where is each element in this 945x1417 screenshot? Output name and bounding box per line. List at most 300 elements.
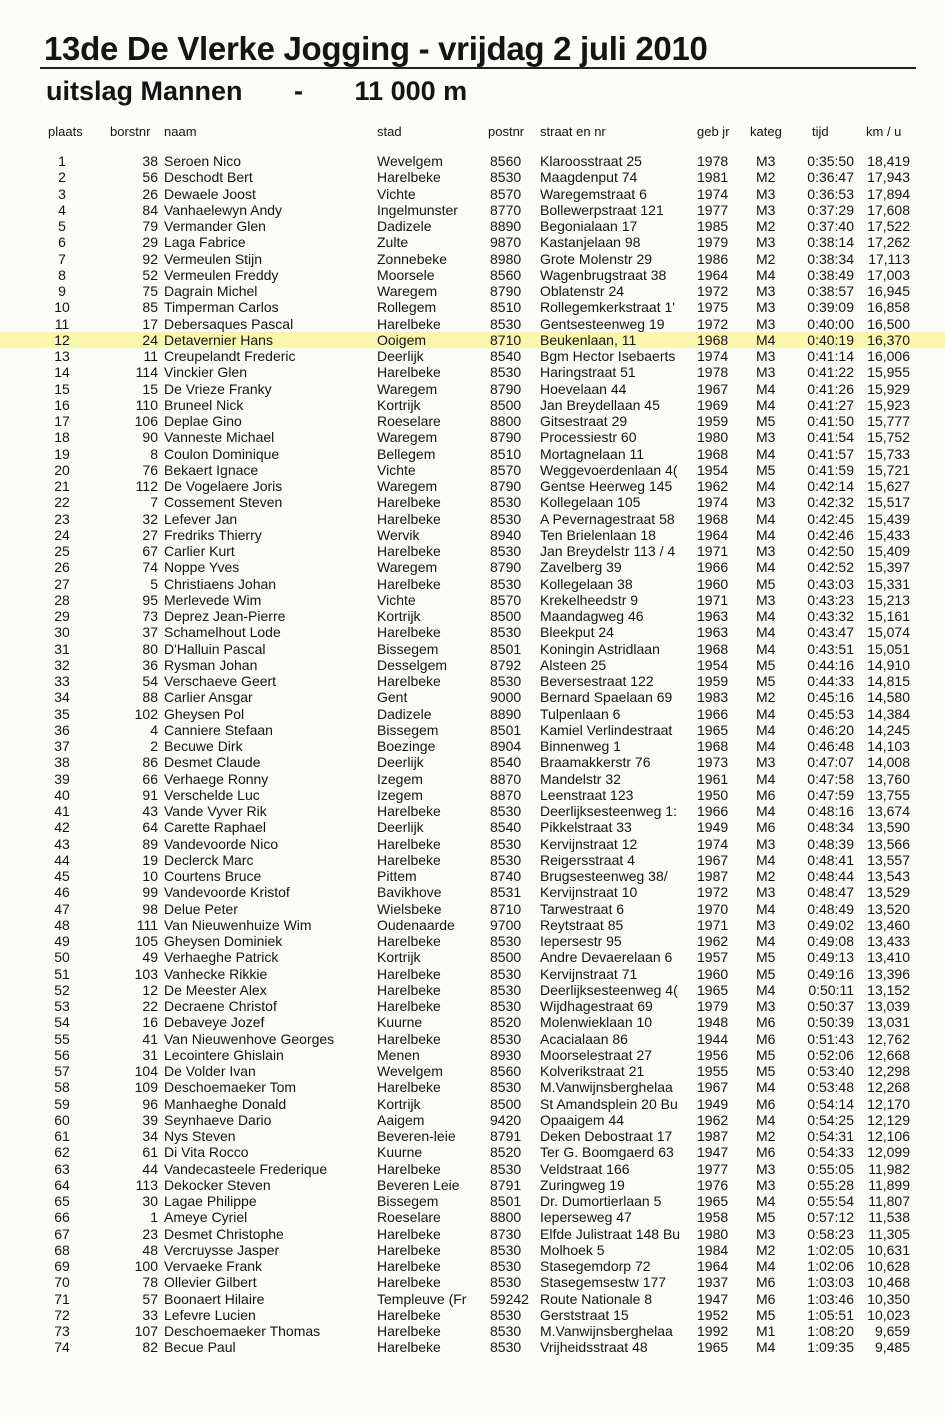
- cell-birth-year: 1967: [697, 1079, 729, 1096]
- cell-runner-name: Vermander Glen: [164, 218, 266, 234]
- cell-category: M4: [756, 478, 776, 494]
- cell-runner-name: D'Halluin Pascal: [164, 640, 266, 657]
- cell-city: Deerlijk: [377, 754, 424, 771]
- table-row: [0, 1014, 945, 1030]
- cell-postcode: 8540: [490, 754, 522, 771]
- cell-postcode: 8940: [490, 526, 522, 543]
- cell-time: 0:41:27: [807, 396, 854, 413]
- cell-birth-year: 1949: [697, 819, 729, 836]
- cell-runner-name: Vanhecke Rikkie: [164, 965, 268, 982]
- cell-time: 0:50:39: [807, 1014, 854, 1031]
- table-row: [0, 251, 945, 267]
- cell-place: 1: [58, 153, 66, 169]
- cell-category: M3: [756, 429, 776, 446]
- cell-city: Kortrijk: [377, 949, 421, 966]
- cell-runner-name: Verschelde Luc: [164, 786, 260, 803]
- table-row: [0, 592, 945, 608]
- cell-runner-name: Van Nieuwenhove Georges: [164, 1030, 335, 1047]
- cell-place: 15: [54, 380, 70, 397]
- cell-city: Harelbeke: [377, 169, 441, 186]
- cell-time: 0:55:05: [807, 1160, 854, 1177]
- table-row: [0, 413, 945, 429]
- cell-time: 0:38:34: [807, 250, 854, 267]
- cell-street: Tulpenlaan 6: [540, 705, 621, 722]
- cell-runner-name: Verhaeghe Patrick: [164, 949, 279, 966]
- cell-time: 0:44:16: [807, 656, 854, 673]
- cell-postcode: 8530: [490, 851, 522, 868]
- cell-birth-year: 1971: [697, 543, 729, 559]
- cell-speed: 14,103: [867, 738, 910, 754]
- cell-street: Acacialaan 86: [540, 1030, 628, 1047]
- cell-category: M4: [756, 445, 776, 462]
- table-row: [0, 494, 945, 510]
- cell-runner-name: Creupelandt Frederic: [164, 348, 296, 364]
- table-row: [0, 624, 945, 640]
- cell-runner-name: Canniere Stefaan: [164, 721, 273, 738]
- cell-birth-year: 1952: [697, 1306, 729, 1323]
- cell-place: 69: [54, 1258, 70, 1274]
- cell-birth-year: 1964: [697, 526, 729, 543]
- cell-bib-number: 112: [135, 478, 158, 494]
- cell-runner-name: Verhaege Ronny: [164, 770, 269, 787]
- cell-category: M3: [756, 591, 776, 608]
- cell-street: Gentsesteenweg 19: [540, 315, 665, 332]
- cell-time: 0:39:09: [807, 299, 854, 316]
- cell-city: Waregem: [377, 478, 438, 494]
- cell-time: 1:02:05: [807, 1241, 854, 1258]
- cell-bib-number: 61: [142, 1144, 158, 1161]
- cell-category: M5: [756, 1046, 776, 1063]
- cell-postcode: 8980: [490, 250, 522, 267]
- cell-city: Harelbeke: [377, 851, 441, 868]
- cell-place: 61: [54, 1128, 70, 1144]
- cell-time: 0:41:54: [807, 429, 854, 446]
- cell-time: 0:49:08: [807, 933, 854, 949]
- cell-speed: 13,557: [867, 851, 910, 868]
- cell-bib-number: 4: [150, 721, 158, 738]
- cell-city: Harelbeke: [377, 835, 441, 852]
- cell-time: 0:54:33: [807, 1144, 854, 1161]
- table-row: [0, 771, 945, 787]
- cell-bib-number: 54: [142, 673, 158, 689]
- cell-place: 10: [54, 299, 70, 316]
- cell-bib-number: 95: [142, 591, 158, 608]
- cell-postcode: 8510: [490, 299, 522, 316]
- cell-birth-year: 1977: [697, 201, 729, 218]
- cell-category: M4: [756, 1258, 776, 1274]
- cell-category: M4: [756, 331, 776, 348]
- cell-runner-name: Desmet Claude: [164, 754, 261, 771]
- cell-city: Dadizele: [377, 705, 432, 722]
- cell-birth-year: 1960: [697, 965, 729, 982]
- cell-time: 0:54:14: [807, 1095, 854, 1112]
- cell-category: M3: [756, 494, 776, 511]
- cell-street: Reigersstraat 4: [540, 851, 635, 868]
- cell-place: 31: [54, 640, 70, 657]
- table-row: [0, 933, 945, 949]
- cell-street: Braamakkerstr 76: [540, 754, 651, 771]
- cell-city: Bavikhove: [377, 884, 442, 901]
- cell-bib-number: 44: [142, 1160, 158, 1177]
- cell-postcode: 8500: [490, 608, 522, 624]
- cell-category: M6: [756, 1014, 776, 1031]
- cell-time: 0:48:39: [807, 835, 854, 852]
- cell-postcode: 8530: [490, 510, 522, 527]
- cell-runner-name: Vandevoorde Kristof: [164, 884, 290, 901]
- cell-bib-number: 82: [142, 1339, 158, 1356]
- table-row: [0, 657, 945, 673]
- cell-birth-year: 1974: [697, 185, 729, 202]
- cell-city: Beveren-leie: [377, 1128, 456, 1144]
- cell-place: 52: [54, 981, 70, 998]
- cell-time: 1:09:35: [807, 1339, 854, 1356]
- cell-category: M4: [756, 266, 776, 283]
- cell-place: 35: [54, 705, 70, 722]
- cell-category: M2: [756, 868, 776, 884]
- cell-runner-name: Schamelhout Lode: [164, 624, 281, 641]
- cell-bib-number: 56: [142, 169, 158, 186]
- cell-time: 0:45:16: [807, 689, 854, 706]
- cell-time: 0:43:23: [807, 591, 854, 608]
- cell-bib-number: 111: [136, 916, 158, 933]
- cell-city: Harelbeke: [377, 1274, 441, 1291]
- table-row: [0, 153, 945, 169]
- cell-street: Stasegemdorp 72: [540, 1258, 651, 1274]
- cell-birth-year: 1962: [697, 1111, 729, 1128]
- cell-place: 27: [54, 575, 70, 592]
- table-row: [0, 868, 945, 884]
- cell-category: M4: [756, 803, 776, 819]
- cell-city: Zonnebeke: [377, 250, 448, 267]
- cell-time: 0:43:51: [807, 640, 854, 657]
- cell-place: 4: [58, 201, 66, 218]
- cell-city: Harelbeke: [377, 510, 441, 527]
- table-row: [0, 722, 945, 738]
- cell-city: Harelbeke: [377, 543, 441, 559]
- cell-place: 60: [54, 1111, 70, 1128]
- cell-street: Grote Molenstr 29: [540, 250, 653, 267]
- cell-street: Beukenlaan, 11: [540, 331, 637, 348]
- cell-city: Wielsbeke: [377, 900, 442, 917]
- cell-category: M4: [756, 526, 776, 543]
- cell-place: 37: [54, 738, 70, 754]
- cell-street: Kollegelaan 105: [540, 494, 641, 511]
- cell-speed: 18,419: [867, 153, 910, 169]
- cell-city: Zulte: [377, 234, 409, 251]
- cell-birth-year: 1986: [697, 250, 729, 267]
- cell-birth-year: 1937: [697, 1274, 729, 1291]
- cell-place: 45: [54, 868, 70, 884]
- cell-birth-year: 1980: [697, 429, 729, 446]
- cell-city: Harelbeke: [377, 1241, 441, 1258]
- table-row: [0, 608, 945, 624]
- table-row: [0, 462, 945, 478]
- cell-runner-name: Vandecasteele Frederique: [164, 1160, 328, 1177]
- cell-speed: 10,628: [867, 1258, 910, 1274]
- cell-bib-number: 39: [142, 1111, 158, 1128]
- cell-runner-name: De Meester Alex: [164, 981, 267, 998]
- cell-place: 24: [54, 526, 70, 543]
- cell-street: Krekelheedstr 9: [540, 591, 639, 608]
- cell-city: Kuurne: [377, 1014, 423, 1031]
- cell-speed: 12,762: [867, 1030, 910, 1047]
- cell-birth-year: 1970: [697, 900, 729, 917]
- cell-postcode: 8870: [490, 786, 522, 803]
- cell-time: 0:54:25: [807, 1111, 854, 1128]
- cell-city: Dadizele: [377, 218, 432, 234]
- cell-category: M4: [756, 380, 776, 397]
- table-row: [0, 559, 945, 575]
- cell-birth-year: 1978: [697, 364, 729, 381]
- cell-birth-year: 1972: [697, 283, 729, 299]
- cell-category: M5: [756, 965, 776, 982]
- cell-birth-year: 1968: [697, 640, 729, 657]
- cell-postcode: 8530: [490, 1258, 522, 1274]
- cell-time: 0:47:59: [807, 786, 854, 803]
- cell-place: 22: [54, 494, 70, 511]
- cell-city: Harelbeke: [377, 1323, 441, 1339]
- column-headers: [0, 124, 945, 142]
- cell-city: Moorsele: [377, 266, 435, 283]
- cell-birth-year: 1957: [697, 949, 729, 966]
- cell-time: 0:42:32: [807, 494, 854, 511]
- cell-runner-name: Verschaeve Geert: [164, 673, 277, 689]
- table-row: [0, 1079, 945, 1095]
- cell-place: 6: [58, 234, 66, 251]
- cell-speed: 15,397: [867, 559, 910, 576]
- cell-street: Kolverikstraat 21: [540, 1063, 645, 1079]
- cell-speed: 15,929: [867, 380, 910, 397]
- cell-category: M3: [756, 1176, 776, 1193]
- cell-time: 0:49:13: [807, 949, 854, 966]
- cell-street: St Amandsplein 20 Bu: [540, 1095, 678, 1112]
- cell-bib-number: 31: [142, 1046, 158, 1063]
- cell-time: 1:02:06: [807, 1258, 854, 1274]
- cell-place: 21: [54, 478, 70, 494]
- cell-speed: 16,945: [867, 283, 910, 299]
- cell-street: Ieperseweg 47: [540, 1209, 632, 1226]
- cell-birth-year: 1966: [697, 705, 729, 722]
- cell-runner-name: Laga Fabrice: [164, 234, 246, 251]
- table-row: [0, 884, 945, 900]
- cell-speed: 11,538: [868, 1209, 910, 1226]
- cell-speed: 13,760: [867, 770, 910, 787]
- cell-street: Molhoek 5: [540, 1241, 605, 1258]
- cell-city: Harelbeke: [377, 494, 441, 511]
- cell-runner-name: Gheysen Pol: [164, 705, 245, 722]
- cell-city: Izegem: [377, 770, 423, 787]
- cell-postcode: 8770: [490, 201, 522, 218]
- cell-category: M5: [756, 575, 776, 592]
- cell-runner-name: Debersaques Pascal: [164, 315, 294, 332]
- cell-bib-number: 103: [134, 965, 158, 982]
- cell-bib-number: 110: [135, 396, 158, 413]
- cell-city: Harelbeke: [377, 1160, 441, 1177]
- cell-bib-number: 79: [142, 218, 158, 234]
- cell-runner-name: Boonaert Hilaire: [164, 1290, 265, 1307]
- cell-birth-year: 1968: [697, 738, 729, 754]
- cell-category: M3: [756, 185, 776, 202]
- cell-postcode: 8530: [490, 494, 522, 511]
- cell-category: M4: [756, 721, 776, 738]
- cell-runner-name: Christiaens Johan: [164, 575, 277, 592]
- cell-street: Begonialaan 17: [540, 218, 638, 234]
- table-row: [0, 1047, 945, 1063]
- table-row: [0, 1209, 945, 1225]
- cell-place: 51: [54, 965, 70, 982]
- cell-street: Wagenbrugstraat 38: [540, 266, 667, 283]
- cell-runner-name: Noppe Yves: [164, 559, 240, 576]
- cell-postcode: 8530: [490, 981, 522, 998]
- cell-birth-year: 1944: [697, 1030, 729, 1047]
- cell-postcode: 8530: [490, 1274, 522, 1291]
- cell-bib-number: 49: [142, 949, 158, 966]
- cell-time: 0:51:43: [807, 1030, 854, 1047]
- table-row: [0, 283, 945, 299]
- cell-speed: 10,023: [867, 1306, 910, 1323]
- cell-street: Bollewerpstraat 121: [540, 201, 664, 218]
- cell-street: Vrijheidsstraat 48: [540, 1339, 648, 1356]
- cell-speed: 16,858: [867, 299, 910, 316]
- cell-runner-name: Decraene Christof: [164, 998, 277, 1014]
- cell-birth-year: 1987: [697, 868, 729, 884]
- table-row: [0, 1274, 945, 1290]
- cell-postcode: 8890: [490, 705, 522, 722]
- cell-birth-year: 1980: [697, 1225, 729, 1242]
- cell-speed: 13,152: [867, 981, 910, 998]
- cell-place: 44: [54, 851, 70, 868]
- cell-category: M3: [756, 754, 776, 771]
- cell-category: M4: [756, 640, 776, 657]
- cell-place: 71: [54, 1290, 70, 1307]
- cell-category: M4: [756, 738, 776, 754]
- cell-street: Moorselestraat 27: [540, 1046, 653, 1063]
- cell-bib-number: 75: [142, 283, 158, 299]
- cell-bib-number: 48: [142, 1241, 158, 1258]
- cell-speed: 10,631: [867, 1241, 910, 1258]
- cell-speed: 11,305: [868, 1225, 910, 1242]
- cell-bib-number: 27: [142, 526, 158, 543]
- cell-time: 0:58:23: [807, 1225, 854, 1242]
- table-row: [0, 364, 945, 380]
- cell-birth-year: 1964: [697, 1258, 729, 1274]
- cell-street: Molenwieklaan 10: [540, 1014, 653, 1031]
- cell-city: Harelbeke: [377, 965, 441, 982]
- cell-street: Deken Debostraat 17: [540, 1128, 673, 1144]
- cell-street: Rollegemkerkstraat 1': [540, 299, 675, 316]
- cell-time: 1:05:51: [807, 1306, 854, 1323]
- cell-postcode: 8730: [490, 1225, 522, 1242]
- cell-runner-name: Deplae Gino: [164, 413, 242, 429]
- cell-place: 65: [54, 1193, 70, 1209]
- cell-street: Kamiel Verlindestraat: [540, 721, 673, 738]
- cell-time: 0:48:41: [807, 851, 854, 868]
- cell-postcode: 8520: [490, 1144, 522, 1161]
- cell-city: Bellegem: [377, 445, 436, 462]
- cell-street: Beversestraat 122: [540, 673, 654, 689]
- cell-street: Deerlijksesteenweg 4(: [540, 981, 678, 998]
- cell-category: M4: [756, 1111, 776, 1128]
- cell-birth-year: 1954: [697, 656, 729, 673]
- cell-runner-name: Lefever Jan: [164, 510, 238, 527]
- cell-birth-year: 1947: [697, 1290, 729, 1307]
- cell-birth-year: 1985: [697, 218, 729, 234]
- cell-postcode: 8890: [490, 218, 522, 234]
- cell-time: 0:48:49: [807, 900, 854, 917]
- cell-street: Gentse Heerweg 145: [540, 478, 673, 494]
- header-kateg: kateg: [750, 124, 782, 139]
- table-row: [0, 836, 945, 852]
- table-row: [0, 1144, 945, 1160]
- cell-city: Wevelgem: [377, 1063, 443, 1079]
- cell-postcode: 8501: [490, 721, 522, 738]
- cell-street: Bgm Hector Isebaerts: [540, 348, 676, 364]
- cell-runner-name: Manhaeghe Donald: [164, 1095, 287, 1112]
- cell-birth-year: 1964: [697, 266, 729, 283]
- cell-city: Harelbeke: [377, 1306, 441, 1323]
- cell-speed: 13,755: [867, 786, 910, 803]
- cell-runner-name: Deschoemaeker Thomas: [164, 1323, 321, 1339]
- cell-postcode: 8870: [490, 770, 522, 787]
- cell-birth-year: 1967: [697, 380, 729, 397]
- cell-birth-year: 1974: [697, 835, 729, 852]
- cell-street: Ten Brielenlaan 18: [540, 526, 656, 543]
- cell-birth-year: 1976: [697, 1176, 729, 1193]
- cell-postcode: 8560: [490, 266, 522, 283]
- cell-time: 0:47:58: [807, 770, 854, 787]
- cell-speed: 13,674: [867, 803, 910, 819]
- cell-time: 0:42:52: [807, 559, 854, 576]
- cell-category: M3: [756, 1160, 776, 1177]
- cell-place: 66: [54, 1209, 70, 1226]
- cell-speed: 15,721: [867, 461, 910, 478]
- table-row: [0, 738, 945, 754]
- cell-place: 42: [54, 819, 70, 836]
- cell-street: Gerststraat 15: [540, 1306, 629, 1323]
- table-row: [0, 169, 945, 185]
- cell-speed: 15,439: [867, 510, 910, 527]
- cell-birth-year: 1961: [697, 770, 729, 787]
- cell-speed: 15,409: [867, 543, 910, 559]
- cell-runner-name: Seynhaeve Dario: [164, 1111, 272, 1128]
- cell-city: Harelbeke: [377, 803, 441, 819]
- cell-speed: 13,410: [867, 949, 910, 966]
- table-row: [0, 348, 945, 364]
- cell-category: M4: [756, 981, 776, 998]
- table-row-highlighted: [0, 332, 945, 348]
- table-row: [0, 706, 945, 722]
- cell-runner-name: Vermeulen Stijn: [164, 250, 263, 267]
- cell-category: M6: [756, 1144, 776, 1161]
- cell-bib-number: 105: [134, 933, 158, 949]
- cell-bib-number: 36: [142, 656, 158, 673]
- table-row: [0, 511, 945, 527]
- cell-runner-name: Rysman Johan: [164, 656, 258, 673]
- cell-category: M3: [756, 543, 776, 559]
- cell-runner-name: Van Nieuwenhuize Wim: [164, 916, 312, 933]
- cell-speed: 13,543: [867, 868, 910, 884]
- cell-bib-number: 102: [134, 705, 158, 722]
- cell-speed: 13,039: [867, 998, 910, 1014]
- table-row: [0, 673, 945, 689]
- cell-birth-year: 1974: [697, 494, 729, 511]
- table-row: [0, 754, 945, 770]
- cell-category: M2: [756, 1241, 776, 1258]
- cell-speed: 11,807: [868, 1193, 910, 1209]
- table-row: [0, 576, 945, 592]
- cell-street: Brugsesteenweg 38/: [540, 868, 668, 884]
- cell-speed: 13,031: [867, 1014, 910, 1031]
